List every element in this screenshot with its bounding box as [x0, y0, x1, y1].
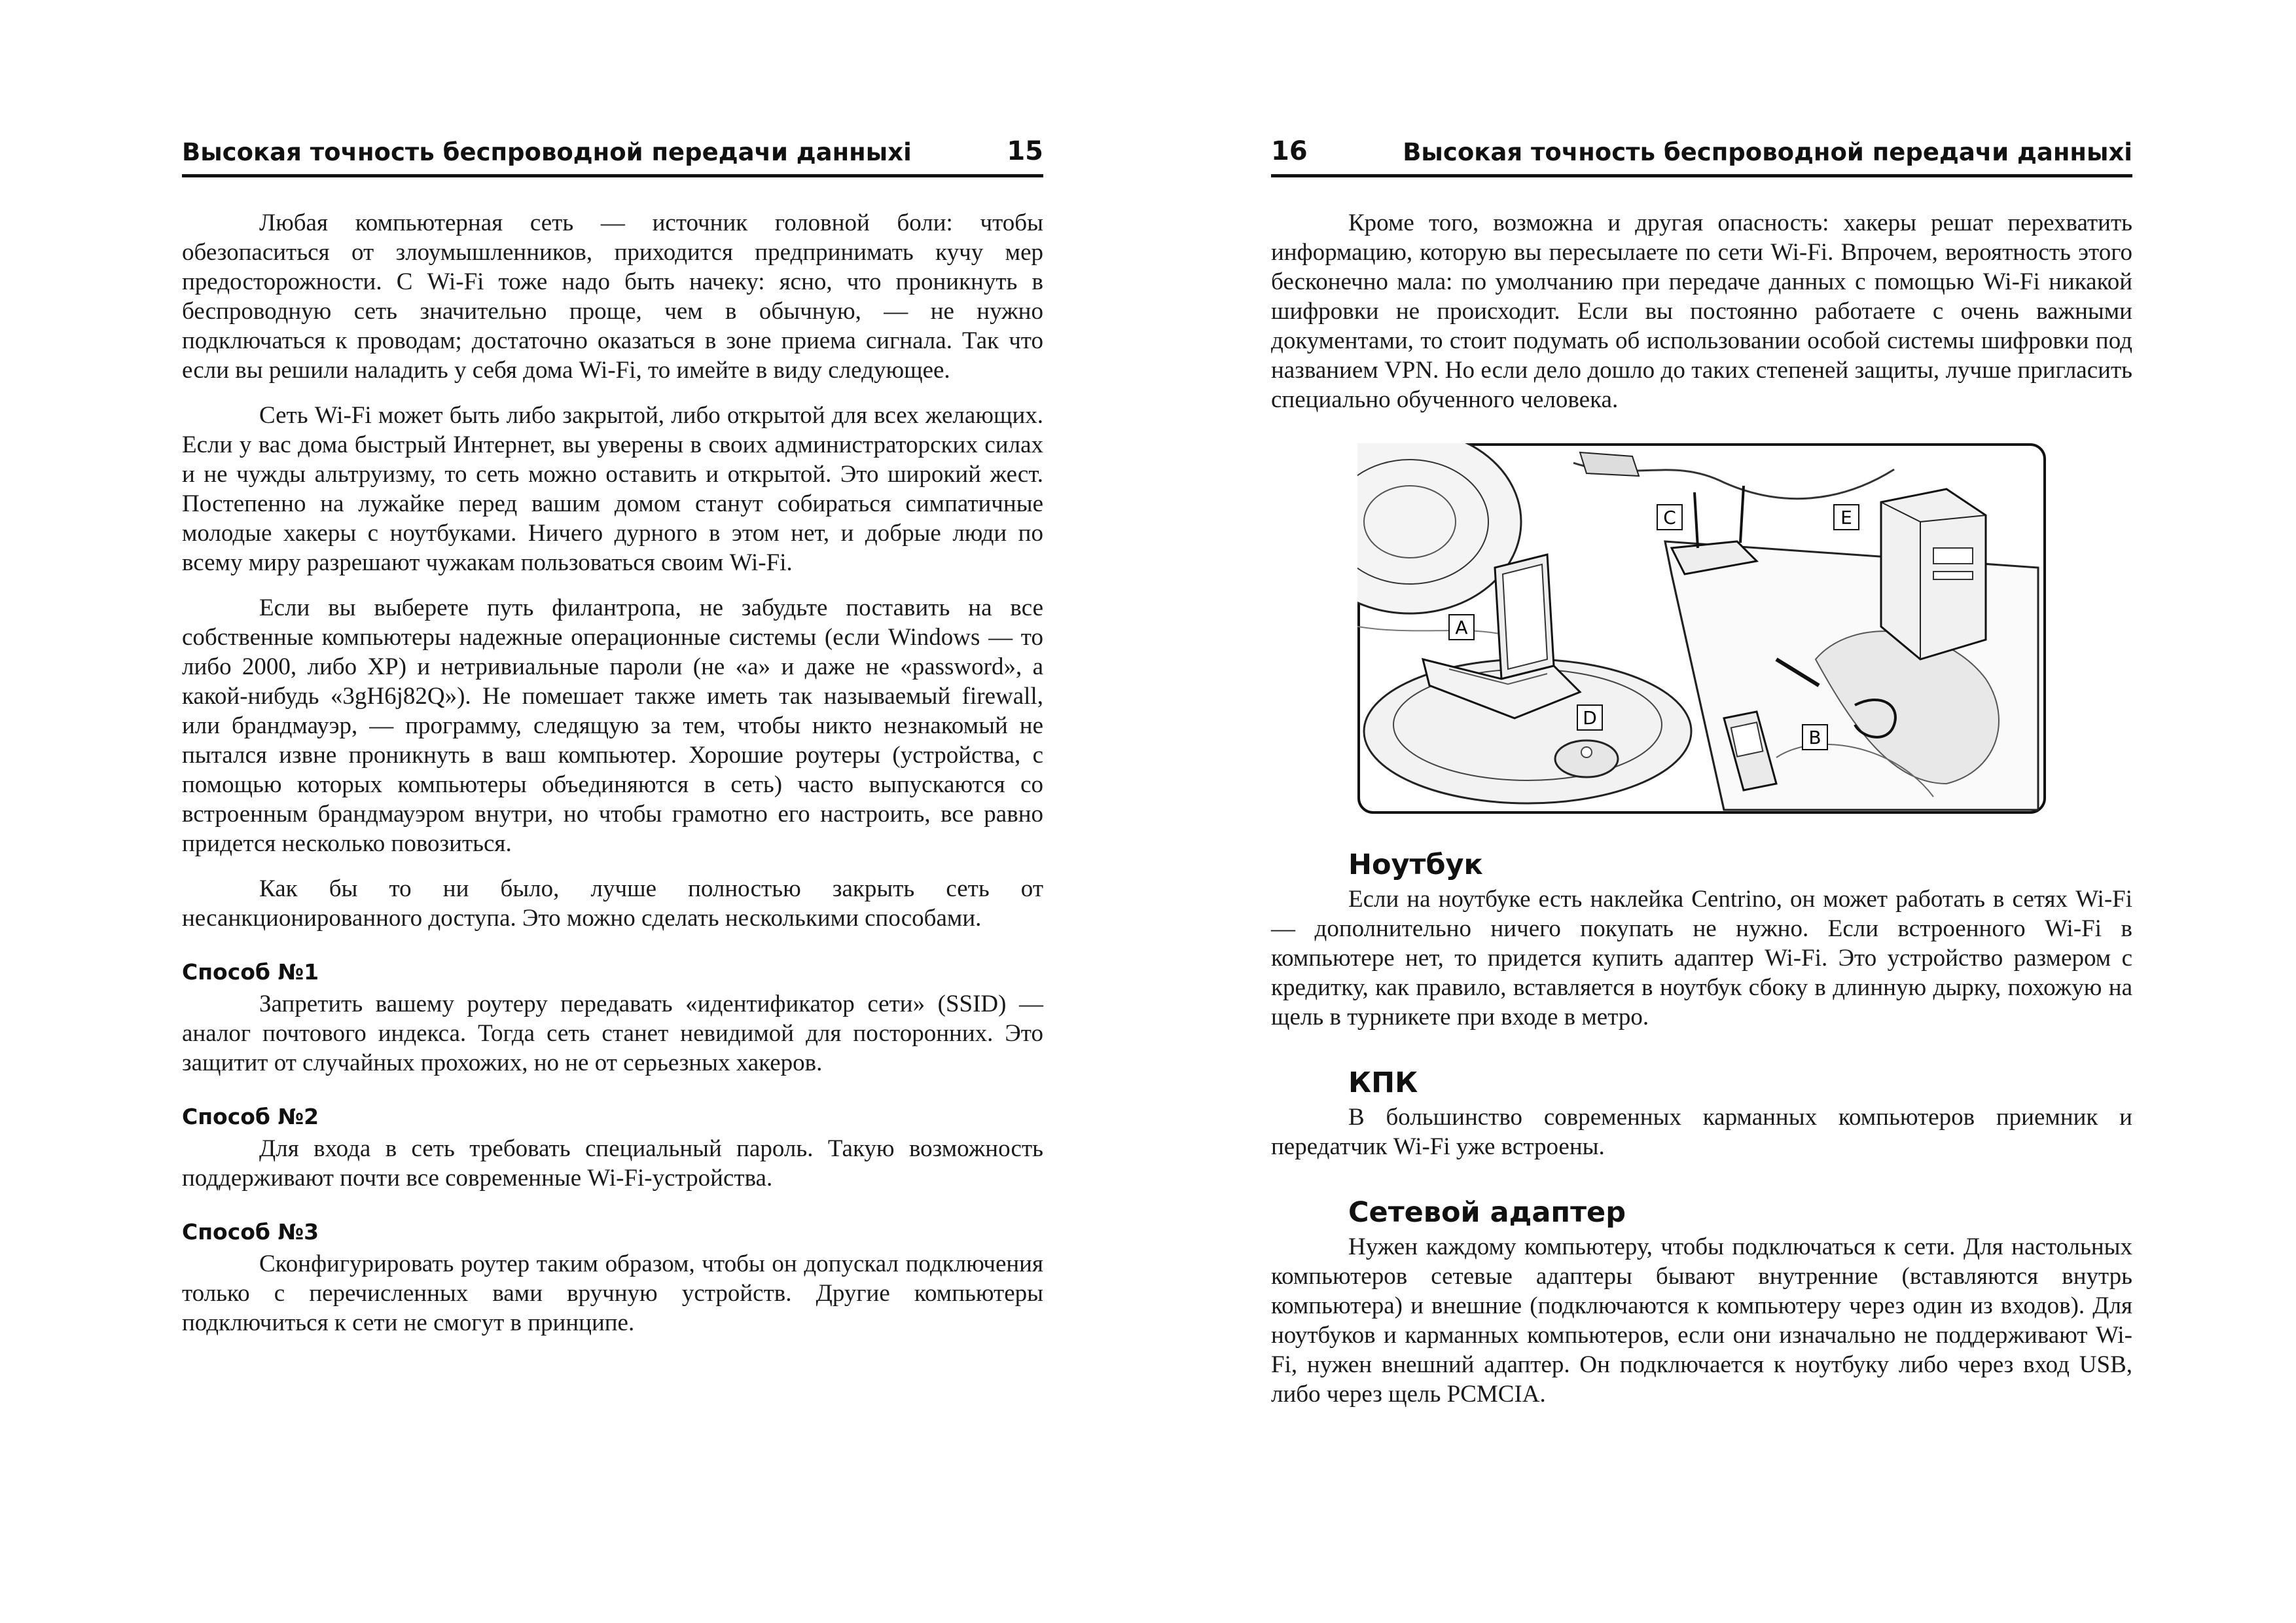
illustration-svg: [1357, 443, 2046, 814]
figure-label: [1657, 505, 1682, 530]
running-head: [182, 128, 1043, 177]
paragraph: Как бы то ни было, лучше полностью закрыть сеть от несанкционированного доступа. Это можно сделать несколькими способами.: [182, 875, 1043, 932]
svg-text:B: B: [1808, 727, 1821, 748]
section-heading: Сетевой адаптер: [1348, 1196, 1626, 1229]
section-heading: Ноутбук: [1348, 848, 1483, 881]
right-body-text: [1271, 208, 2132, 1409]
method-heading: Способ №3: [182, 1219, 319, 1245]
right-page: [1271, 0, 2132, 1623]
section-heading: КПК: [1348, 1067, 1418, 1099]
method-text: Для входа в сеть требовать специальный пароль. Такую возможность поддерживают почти все современные Wi-Fi-устройства.: [182, 1135, 1043, 1192]
paragraph: Кроме того, возможна и другая опасность: хакеры решат перехватить информацию, которую вы пересылаете по сети Wi-Fi. Впрочем, вероятность этого бесконечно мала: по умолчанию при передаче данных с помощью Wi-Fi никакой шифровки не происходит. Если вы постоянно работаете с очень важными документами, то стоит подумать об использовании особой системы шифровки под названием VPN. Но если дело дошло до таких степеней защиты, лучше пригласить специально обученного человека.: [1271, 210, 2132, 413]
svg-text:C: C: [1663, 507, 1676, 528]
section-text: В большинство современных карманных компьютеров приемник и передатчик Wi-Fi уже встроены.: [1271, 1104, 2132, 1160]
left-body-text: [182, 208, 1043, 1338]
method-text: Сконфигурировать роутер таким образом, чтобы он допускал подключения только с перечисленных вами вручную устройств. Другие компьютеры подключиться к сети не смогут в принципе.: [182, 1250, 1043, 1336]
running-head-title: Высокая точность беспроводной передачи данныхі: [182, 138, 912, 166]
svg-text:A: A: [1455, 617, 1468, 638]
svg-text:E: E: [1840, 507, 1852, 528]
page-number: 15: [1007, 136, 1043, 166]
paragraph: Сеть Wi-Fi может быть либо закрытой, либо открытой для всех желающих. Если у вас дома быстрый Интернет, вы уверены в своих администраторских силах и не чужды альтруизму, то сеть можно оставить и открытой. Это широкий жест. Постепенно на лужайке перед вашим домом станут собираться симпатичные молодые хакеры с ноутбуками. Ничего дурного в этом нет, и добрые люди по всему миру разрешают чужакам пользоваться своим Wi-Fi.: [182, 402, 1043, 576]
figure-label: [1834, 505, 1859, 530]
svg-text:D: D: [1583, 707, 1597, 729]
figure-label: [1577, 705, 1602, 730]
paragraph: Любая компьютерная сеть — источник головной боли: чтобы обезопаситься от злоумышленников, приходится предпринимать кучу мер предосторожности. С Wi-Fi тоже надо быть начеку: ясно, что проникнуть в беспроводную сеть значительно проще, чем в обычную, — не нужно подключаться к проводам; достаточно оказаться в зоне приема сигнала. Так что если вы решили наладить у себя дома Wi-Fi, то имейте в виду следующее.: [182, 210, 1043, 384]
page-number: 16: [1271, 136, 1308, 166]
figure-label: [1449, 615, 1474, 640]
section-text: Нужен каждому компьютеру, чтобы подключаться к сети. Для настольных компьютеров сетевые адаптеры бывают внутренние (вставляются внутрь компьютера) и внешние (подключаются к компьютеру через один из входов). Для ноутбуков и карманных компьютеров, если они изначально не поддерживают Wi-Fi, нужен внешний адаптер. Он подключается к ноутбуку либо через вход USB, либо через щель PCMCIA.: [1271, 1233, 2132, 1408]
method-text: Запретить вашему роутеру передавать «идентификатор сети» (SSID) — аналог почтового индекса. Тогда сеть станет невидимой для посторонних. Это защитит от случайных прохожих, но не от серьезных хакеров.: [182, 991, 1043, 1076]
method-heading: Способ №2: [182, 1104, 319, 1129]
method-heading: Способ №1: [182, 959, 319, 985]
paragraph: Если вы выберете путь филантропа, не забудьте поставить на все собственные компьютеры надежные операционные системы (если Windows — то либо 2000, либо XP) и нетривиальные пароли (не «a» и даже не «password», а какой-нибудь «3gH6j82Q»). Не помешает также иметь так называемый firewall, или брандмауэр, — программу, следящую за тем, чтобы никто незнакомый не пытался извне проникнуть в ваш компьютер. Хорошие роутеры (устройства, с помощью которых компьютеры объединяются в сеть) часто выпускаются со встроенным брандмауэром внутри, но чтобы грамотно его настроить, все равно придется несколько повозиться.: [182, 594, 1043, 857]
running-head-title: Высокая точность беспроводной передачи данныхі: [1403, 138, 2132, 166]
section-text: Если на ноутбуке есть наклейка Centrino, он может работать в сетях Wi-Fi — дополнительно ничего покупать не нужно. Если встроенного Wi-Fi в компьютере нет, то придется купить адаптер Wi-Fi. Это устройство размером с кредитку, как правило, вставляется в ноутбук сбоку в длинную дырку, похожую на щель в турникете при входе в метро.: [1271, 886, 2132, 1030]
figure-label: [1803, 725, 1827, 750]
wifi-devices-illustration: [1357, 443, 2046, 814]
running-head: [1271, 128, 2132, 177]
left-page: [182, 0, 1043, 1623]
